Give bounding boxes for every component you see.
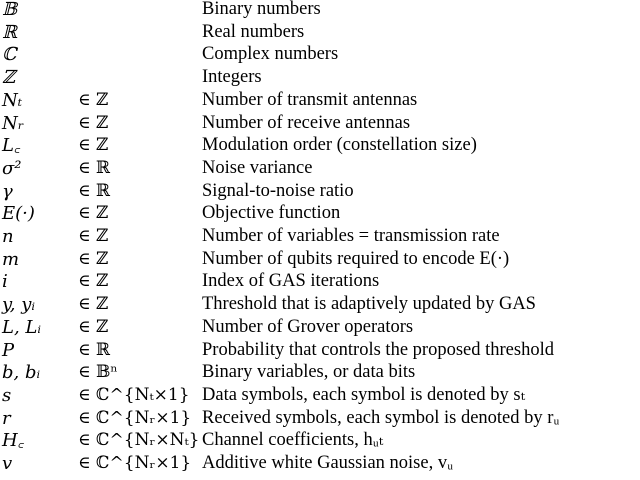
table-row <box>0 225 640 248</box>
domain-cell: ∈ ℤ <box>78 271 109 292</box>
table-row <box>0 66 640 89</box>
description-cell: Number of variables = transmission rate <box>202 226 500 246</box>
symbol-cell: b, bᵢ <box>2 362 41 384</box>
description-cell: Integers <box>202 67 262 88</box>
symbol-cell: r <box>2 407 11 429</box>
description-cell: Threshold that is adaptively updated by GAS <box>202 294 536 315</box>
table-row <box>0 384 640 407</box>
symbol-cell: n <box>2 226 14 247</box>
domain-cell: ∈ 𝔹ⁿ <box>78 362 118 383</box>
symbol-cell: ℂ <box>2 44 17 66</box>
description-cell: Received symbols, each symbol is denoted by rᵤ <box>202 407 560 428</box>
description-cell: Signal-to-noise ratio <box>202 180 354 201</box>
table-row <box>0 43 640 66</box>
description-cell: Number of qubits required to encode E(·) <box>202 248 510 269</box>
symbol-cell: m <box>2 248 20 270</box>
symbol-cell: P <box>2 339 15 361</box>
symbol-cell: v <box>2 453 13 474</box>
domain-cell <box>78 43 198 66</box>
description-cell: Binary variables, or data bits <box>202 362 416 383</box>
domain-cell: ∈ ℤ <box>78 294 109 315</box>
table-row <box>0 452 640 475</box>
table-row <box>0 89 640 112</box>
table-row <box>0 429 640 452</box>
description-cell: Number of transmit antennas <box>202 89 418 110</box>
symbol-cell: ℤ <box>2 67 16 89</box>
domain-cell: ∈ ℤ <box>78 248 109 269</box>
table-row <box>0 202 640 225</box>
description-cell: Number of receive antennas <box>202 112 411 133</box>
description-cell: Modulation order (constellation size) <box>202 135 477 156</box>
symbol-cell: Nᵣ <box>2 112 24 134</box>
symbol-cell: Nₜ <box>2 89 23 111</box>
table-row <box>0 339 640 362</box>
description-cell: Binary numbers <box>202 0 321 19</box>
domain-cell: ∈ ℤ <box>78 112 109 133</box>
domain-cell: ∈ ℝ <box>78 180 111 201</box>
domain-cell: ∈ ℝ <box>78 339 111 360</box>
description-cell: Complex numbers <box>202 44 339 65</box>
description-cell: Index of GAS iterations <box>202 271 380 292</box>
table-row <box>0 361 640 384</box>
table-row <box>0 407 640 430</box>
domain-cell <box>78 66 198 89</box>
symbol-cell: y, yᵢ <box>2 294 36 316</box>
description-cell: Noise variance <box>202 157 313 178</box>
table-row <box>0 270 640 293</box>
domain-cell: ∈ ℂ^{Nᵣ×1} <box>78 453 192 473</box>
domain-cell: ∈ ℤ <box>78 135 109 156</box>
domain-cell <box>78 21 198 44</box>
symbol-cell: ℝ <box>2 21 17 43</box>
table-row <box>0 157 640 180</box>
symbol-cell: 𝔹 <box>2 0 18 20</box>
symbol-cell: s <box>2 384 12 406</box>
symbol-cell: E(·) <box>2 203 35 225</box>
table-row <box>0 112 640 135</box>
domain-cell: ∈ ℂ^{Nᵣ×Nₜ} <box>78 430 200 451</box>
domain-cell: ∈ ℤ <box>78 316 109 337</box>
domain-cell: ∈ ℂ^{Nᵣ×1} <box>78 407 192 428</box>
symbol-cell: i <box>2 271 8 293</box>
domain-cell: ∈ ℤ <box>78 89 109 110</box>
description-cell: Channel coefficients, hᵤₜ <box>202 430 384 451</box>
description-cell: Objective function <box>202 203 341 224</box>
description-cell: Probability that controls the proposed threshold <box>202 339 554 360</box>
description-cell: Number of Grover operators <box>202 316 414 337</box>
domain-cell: ∈ ℝ <box>78 157 111 178</box>
table-row <box>0 134 640 157</box>
symbol-cell: γ <box>2 180 13 202</box>
domain-cell: ∈ ℂ^{Nₜ×1} <box>78 384 190 405</box>
description-cell: Real numbers <box>202 21 305 42</box>
symbol-cell: L꜀ <box>2 135 21 157</box>
table-row <box>0 293 640 316</box>
symbol-cell: H꜀ <box>2 430 24 452</box>
description-cell: Additive white Gaussian noise, vᵤ <box>202 453 454 473</box>
table-row <box>0 180 640 203</box>
table-row <box>0 21 640 44</box>
table-row <box>0 316 640 339</box>
symbol-cell: σ² <box>2 157 22 179</box>
table-row <box>0 0 640 21</box>
symbol-cell: L, Lᵢ <box>2 316 41 338</box>
domain-cell: ∈ ℤ <box>78 203 109 224</box>
domain-cell <box>78 0 198 21</box>
domain-cell: ∈ ℤ <box>78 226 109 246</box>
table-row <box>0 248 640 271</box>
description-cell: Data symbols, each symbol is denoted by sₜ <box>202 384 526 405</box>
